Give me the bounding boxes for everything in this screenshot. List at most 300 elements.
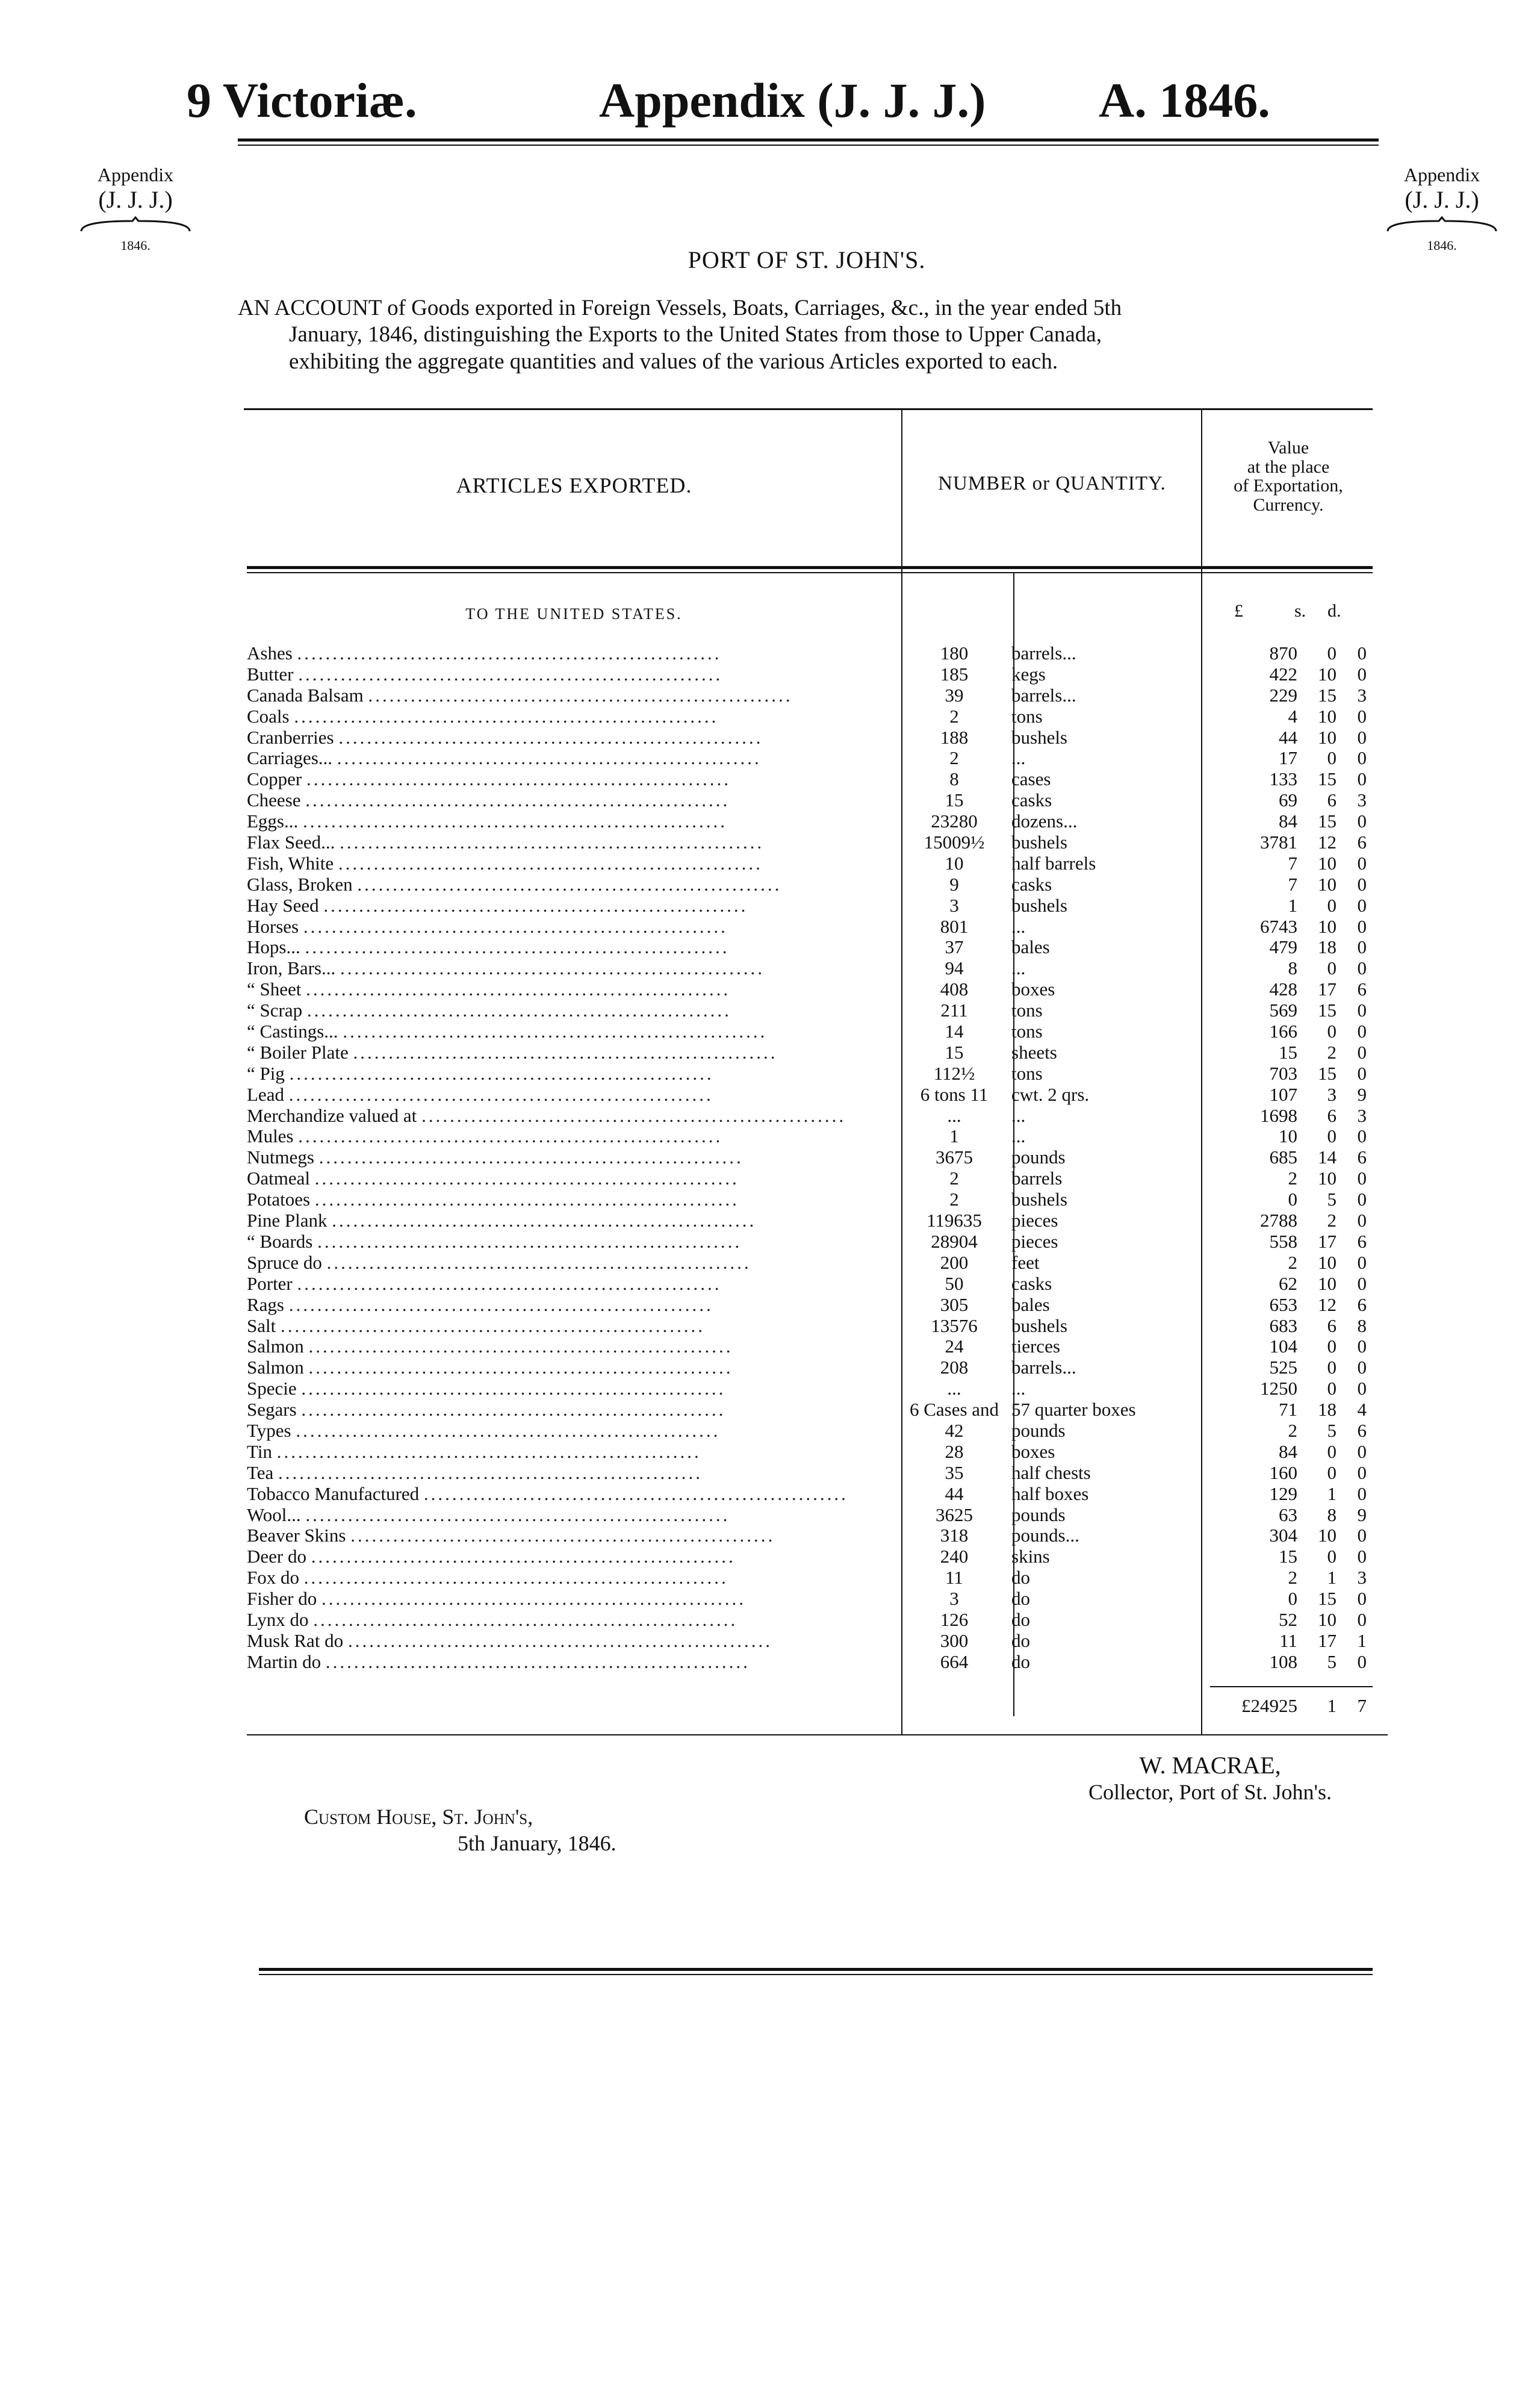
value-shillings: 15	[1318, 1000, 1337, 1021]
value-shillings: 14	[1318, 1147, 1337, 1168]
quantity-unit: barrels...	[1011, 643, 1076, 664]
quantity-unit: ...	[1011, 748, 1026, 769]
article-name: Porter ............................................................	[247, 1273, 722, 1294]
value-pounds: 10	[1279, 1125, 1297, 1147]
value-shillings: 0	[1327, 1357, 1337, 1378]
value-pounds: 4	[1288, 705, 1297, 727]
table-head-rule-thin	[247, 572, 1373, 573]
signature-name: W. MACRAE,	[1139, 1752, 1281, 1779]
value-shillings: 12	[1318, 1293, 1337, 1315]
quantity-unit: half boxes	[1011, 1483, 1089, 1504]
value-pounds: 3781	[1260, 832, 1297, 853]
article-name: Flax Seed... ............................................................	[247, 832, 765, 853]
value-shillings: 18	[1318, 1399, 1337, 1421]
article-name: “ Boiler Plate ............................................................	[247, 1042, 778, 1063]
table-row	[247, 1274, 1373, 1295]
article-name: Rags ............................................................	[247, 1294, 713, 1315]
value-shillings: 17	[1318, 1230, 1337, 1252]
value-shillings: 3	[1327, 1083, 1337, 1105]
article-name: Tobacco Manufactured ............................................................	[247, 1483, 848, 1504]
table-top-rule	[244, 408, 1373, 410]
table-row	[247, 1231, 1373, 1253]
total-row	[1234, 1695, 1373, 1717]
article-name: Merchandize valued at ............................................................	[247, 1105, 846, 1126]
table-row	[247, 895, 1373, 917]
value-pence: 8	[1357, 1315, 1367, 1336]
value-pence: 0	[1357, 1651, 1367, 1672]
article-name: “ Pig ............................................................	[247, 1063, 714, 1084]
quantity-number: 11	[945, 1567, 963, 1589]
quantity-unit: sheets	[1011, 1042, 1057, 1063]
header-rule-thin	[238, 145, 1379, 146]
table-row	[247, 1042, 1373, 1063]
quantity-unit: 57 quarter boxes	[1011, 1399, 1136, 1421]
quantity-number: 801	[940, 915, 969, 937]
value-pence: 0	[1357, 1272, 1367, 1294]
value-pence: 0	[1357, 1041, 1367, 1063]
value-pence: 3	[1357, 1567, 1367, 1589]
value-pence: 3	[1357, 789, 1367, 811]
article-name: Fisher do ............................................................	[247, 1589, 746, 1610]
quantity-unit: pounds...	[1011, 1525, 1079, 1546]
quantity-unit: cwt. 2 qrs.	[1011, 1084, 1090, 1105]
value-shillings: 10	[1318, 1251, 1337, 1273]
table-row	[247, 979, 1373, 1000]
value-shillings: 6	[1327, 1315, 1337, 1336]
value-pence: 6	[1357, 1147, 1367, 1168]
value-pounds: 0	[1288, 1189, 1297, 1210]
value-shillings: 0	[1327, 1461, 1337, 1483]
total-shillings: 1	[1327, 1695, 1337, 1716]
value-pence: 0	[1357, 936, 1367, 958]
value-pence: 9	[1357, 1083, 1367, 1105]
article-name: Nutmegs ............................................................	[247, 1147, 744, 1168]
quantity-number: 39	[945, 684, 964, 706]
article-name: Butter ............................................................	[247, 664, 723, 685]
quantity-number: 42	[945, 1419, 964, 1441]
value-shillings: 15	[1318, 1062, 1337, 1084]
intro-paragraph: AN ACCOUNT of Goods exported in Foreign Vessels, Boats, Carriages, &c., in the year ended 5th January, 1846, distinguishing the Exports to the United States from those to Upper Canada, exhibiting the aggregate quantities and values of the various Articles exported to each.	[238, 296, 1122, 374]
table-row	[247, 811, 1373, 832]
value-shillings: 0	[1327, 1125, 1337, 1147]
quantity-unit: tierces	[1011, 1336, 1060, 1357]
table-row	[247, 727, 1373, 748]
value-pence: 0	[1357, 1546, 1367, 1567]
value-shillings: 15	[1318, 768, 1337, 790]
value-pounds: 685	[1269, 1147, 1297, 1168]
value-pence: 0	[1357, 1461, 1367, 1483]
quantity-number: 112½	[933, 1062, 975, 1084]
value-shillings: 15	[1318, 1588, 1337, 1610]
value-pence: 0	[1357, 768, 1367, 790]
value-pounds: 17	[1279, 747, 1297, 769]
value-shillings: 15	[1318, 684, 1337, 706]
value-shillings: 10	[1318, 1525, 1337, 1546]
quantity-number: 9	[949, 873, 959, 895]
table-row	[247, 1063, 1373, 1085]
article-name: Copper ............................................................	[247, 769, 731, 790]
quantity-number: 240	[940, 1546, 969, 1567]
value-pence: 0	[1357, 747, 1367, 769]
table-bottom-rule	[247, 1734, 1388, 1735]
quantity-number: 15009½	[924, 832, 985, 853]
value-pounds: 569	[1269, 1000, 1297, 1021]
value-shillings: 0	[1327, 1440, 1337, 1462]
quantity-number: 408	[940, 979, 969, 1000]
table-row	[247, 769, 1373, 790]
value-pence: 0	[1357, 1189, 1367, 1210]
quantity-number: 305	[940, 1293, 969, 1315]
quantity-unit: pounds	[1011, 1147, 1066, 1168]
value-pounds: 7	[1288, 873, 1297, 895]
article-name: Martin do ............................................................	[247, 1651, 750, 1672]
article-name: “ Sheet ............................................................	[247, 979, 731, 1000]
article-name: “ Boards ............................................................	[247, 1231, 742, 1252]
header-rule	[238, 138, 1379, 142]
quantity-number: 300	[940, 1629, 969, 1651]
value-pounds: 1698	[1260, 1104, 1297, 1126]
header-center: Appendix (J. J. J.)	[599, 73, 986, 128]
article-name: Types ............................................................	[247, 1420, 721, 1441]
article-name: Tin ............................................................	[247, 1441, 701, 1462]
quantity-unit: tons	[1011, 1063, 1043, 1084]
value-pence: 1	[1357, 1629, 1367, 1651]
value-pounds: 2	[1288, 1168, 1297, 1189]
quantity-number: 664	[940, 1651, 969, 1672]
value-pence: 0	[1357, 1608, 1367, 1630]
value-shillings: 10	[1318, 1608, 1337, 1630]
table-row	[247, 958, 1373, 979]
value-pounds: 71	[1279, 1399, 1297, 1421]
value-pence: 0	[1357, 1021, 1367, 1042]
value-pence: 0	[1357, 811, 1367, 832]
value-pounds: 2788	[1260, 1210, 1297, 1231]
article-name: Coals ............................................................	[247, 706, 719, 727]
article-name: Cheese ............................................................	[247, 790, 730, 811]
value-pounds: 15	[1279, 1041, 1297, 1063]
value-shillings: 17	[1318, 979, 1337, 1000]
value-shillings: 10	[1318, 915, 1337, 937]
quantity-unit: pieces	[1011, 1210, 1058, 1231]
value-pounds: 870	[1269, 643, 1297, 664]
article-name: Eggs... ............................................................	[247, 811, 727, 832]
quantity-unit: ...	[1011, 958, 1026, 979]
quantity-unit: bales	[1011, 937, 1050, 958]
value-pounds: 525	[1269, 1357, 1297, 1378]
article-name: Glass, Broken ............................................................	[247, 874, 782, 895]
value-shillings: 17	[1318, 1629, 1337, 1651]
value-pounds: 683	[1269, 1315, 1297, 1336]
table-row	[247, 832, 1373, 853]
article-name: “ Scrap ............................................................	[247, 1000, 731, 1021]
table-row	[247, 917, 1373, 938]
quantity-unit: boxes	[1011, 1441, 1055, 1462]
port-title: PORT OF ST. JOHN'S.	[688, 246, 926, 273]
quantity-number: ...	[947, 1104, 961, 1126]
value-shillings: 10	[1318, 663, 1337, 685]
value-pounds: 84	[1279, 811, 1297, 832]
value-pence: 3	[1357, 1104, 1367, 1126]
value-shillings: 10	[1318, 705, 1337, 727]
quantity-number: 1	[949, 1125, 959, 1147]
col-head-quantity: NUMBER or QUANTITY.	[938, 473, 1166, 494]
value-pence: 6	[1357, 1419, 1367, 1441]
table-row	[247, 1106, 1373, 1127]
article-name: Musk Rat do ............................................................	[247, 1630, 772, 1651]
value-pounds: 703	[1269, 1062, 1297, 1084]
value-pence: 0	[1357, 705, 1367, 727]
value-pounds: 11	[1279, 1629, 1297, 1651]
header-left: 9 Victoriæ.	[187, 73, 417, 128]
article-name: Fish, White ............................................................	[247, 853, 763, 874]
value-pounds: 166	[1269, 1021, 1297, 1042]
value-shillings: 5	[1327, 1651, 1337, 1672]
table-row	[247, 853, 1373, 874]
quantity-number: 6 tons 11	[920, 1083, 989, 1105]
quantity-unit: skins	[1011, 1546, 1050, 1567]
value-pence: 0	[1357, 663, 1367, 685]
value-pence: 6	[1357, 979, 1367, 1000]
quantity-number: 188	[940, 726, 969, 748]
quantity-number: 28904	[931, 1230, 978, 1252]
quantity-number: 180	[940, 643, 969, 664]
quantity-number: 13576	[931, 1315, 978, 1336]
total-pence: 7	[1357, 1695, 1367, 1716]
quantity-number: 126	[940, 1608, 969, 1630]
table-row	[247, 1253, 1373, 1274]
footer-rule-thin	[259, 1974, 1373, 1975]
quantity-number: 2	[949, 1189, 959, 1210]
quantity-unit: casks	[1011, 1273, 1052, 1294]
value-pounds: 84	[1279, 1440, 1297, 1462]
value-pence: 0	[1357, 957, 1367, 979]
value-pence: 0	[1357, 1525, 1367, 1546]
quantity-unit: pieces	[1011, 1231, 1058, 1252]
export-table	[247, 643, 1373, 1673]
value-shillings: 5	[1327, 1419, 1337, 1441]
value-shillings: 1	[1327, 1567, 1337, 1589]
value-pence: 0	[1357, 1168, 1367, 1189]
quantity-number: 211	[940, 1000, 968, 1021]
quantity-number: 15	[945, 789, 964, 811]
value-shillings: 5	[1327, 1189, 1337, 1210]
table-row	[247, 1589, 1373, 1610]
value-pounds: 229	[1269, 684, 1297, 706]
value-pounds: 2	[1288, 1567, 1297, 1589]
article-name: Beaver Skins ............................................................	[247, 1525, 775, 1546]
quantity-number: 318	[940, 1525, 969, 1546]
value-pounds: 428	[1269, 979, 1297, 1000]
quantity-unit: barrels...	[1011, 1357, 1076, 1378]
table-row	[247, 1484, 1373, 1505]
date-line: 5th January, 1846.	[458, 1831, 616, 1855]
quantity-unit: barrels...	[1011, 685, 1076, 706]
value-pence: 6	[1357, 832, 1367, 853]
value-pounds: 6743	[1260, 915, 1297, 937]
quantity-unit: ...	[1011, 1105, 1026, 1126]
article-name: Horses ............................................................	[247, 916, 728, 937]
value-shillings: 10	[1318, 852, 1337, 874]
quantity-number: 94	[945, 957, 964, 979]
value-pence: 0	[1357, 1483, 1367, 1504]
quantity-number: 3	[949, 894, 959, 916]
value-shillings: 10	[1318, 1272, 1337, 1294]
value-pence: 6	[1357, 1293, 1367, 1315]
brace-icon	[78, 216, 193, 234]
value-pounds: 15	[1279, 1546, 1297, 1567]
table-row	[247, 1126, 1373, 1147]
table-row	[247, 1210, 1373, 1231]
quantity-unit: tons	[1011, 1021, 1043, 1042]
value-shillings: 18	[1318, 936, 1337, 958]
value-shillings: 15	[1318, 811, 1337, 832]
value-pence: 6	[1357, 1230, 1367, 1252]
value-shillings: 8	[1327, 1504, 1337, 1525]
table-row	[247, 1442, 1373, 1463]
value-pence: 0	[1357, 915, 1367, 937]
article-name: Tea ............................................................	[247, 1462, 703, 1483]
table-row	[247, 1357, 1373, 1378]
value-pounds: 129	[1269, 1483, 1297, 1504]
quantity-number: 185	[940, 663, 969, 685]
value-shillings: 10	[1318, 726, 1337, 748]
article-name: Specie ............................................................	[247, 1378, 726, 1399]
value-pounds: 479	[1269, 936, 1297, 958]
value-pence: 0	[1357, 1125, 1367, 1147]
value-pounds: 422	[1269, 663, 1297, 685]
col-head-articles: ARTICLES EXPORTED.	[456, 473, 692, 497]
value-pence: 0	[1357, 1378, 1367, 1399]
value-pence: 0	[1357, 852, 1367, 874]
quantity-unit: casks	[1011, 874, 1052, 895]
value-shillings: 6	[1327, 1104, 1337, 1126]
quantity-number: ...	[947, 1378, 961, 1399]
quantity-number: 50	[945, 1272, 964, 1294]
table-row	[247, 1546, 1373, 1567]
value-shillings: 0	[1327, 1336, 1337, 1357]
footer-rule	[259, 1968, 1373, 1971]
table-row	[247, 1168, 1373, 1189]
quantity-unit: casks	[1011, 790, 1052, 811]
table-row	[247, 748, 1373, 769]
quantity-unit: do	[1011, 1651, 1030, 1672]
value-pence: 9	[1357, 1504, 1367, 1525]
value-shillings: 0	[1327, 894, 1337, 916]
quantity-unit: kegs	[1011, 664, 1046, 685]
quantity-number: 28	[945, 1440, 964, 1462]
value-pounds: 69	[1279, 789, 1297, 811]
quantity-number: 14	[945, 1021, 964, 1042]
quantity-unit: bushels	[1011, 727, 1067, 748]
value-pence: 0	[1357, 1251, 1367, 1273]
value-pence: 0	[1357, 873, 1367, 895]
value-shillings: 2	[1327, 1041, 1337, 1063]
article-name: Lynx do ............................................................	[247, 1609, 738, 1630]
quantity-unit: feet	[1011, 1252, 1040, 1273]
quantity-number: 2	[949, 747, 959, 769]
value-pounds: 7	[1288, 852, 1297, 874]
table-row	[247, 1378, 1373, 1399]
side-note-right: Appendix (J. J. J.) 1846.	[1382, 164, 1502, 253]
quantity-unit: ...	[1011, 1126, 1026, 1147]
value-pounds: 2	[1288, 1251, 1297, 1273]
article-name: Hops... ............................................................	[247, 937, 730, 958]
side-note-left: Appendix (J. J. J.) 1846.	[75, 164, 196, 253]
article-name: Mules ............................................................	[247, 1126, 723, 1147]
section-label: TO THE UNITED STATES.	[465, 605, 683, 623]
value-shillings: 0	[1327, 957, 1337, 979]
article-name: Salt ............................................................	[247, 1315, 705, 1336]
quantity-number: 2	[949, 1168, 959, 1189]
value-pounds: 133	[1269, 768, 1297, 790]
quantity-unit: bushels	[1011, 1189, 1067, 1210]
quantity-unit: bushels	[1011, 1315, 1067, 1336]
article-name: Potatoes ............................................................	[247, 1189, 739, 1210]
value-pence: 4	[1357, 1399, 1367, 1421]
quantity-number: 37	[945, 936, 964, 958]
table-row	[247, 1336, 1373, 1357]
quantity-unit: ...	[1011, 916, 1026, 937]
value-pounds: 2	[1288, 1419, 1297, 1441]
value-shillings: 0	[1327, 1378, 1337, 1399]
quantity-unit: half chests	[1011, 1462, 1091, 1483]
article-name: Ashes ............................................................	[247, 643, 722, 664]
total-rule	[1210, 1686, 1373, 1687]
value-pence: 0	[1357, 894, 1367, 916]
value-pence: 0	[1357, 1210, 1367, 1231]
value-shillings: 0	[1327, 643, 1337, 664]
quantity-number: 119635	[927, 1210, 982, 1231]
table-row	[247, 1000, 1373, 1021]
value-pounds: 107	[1269, 1083, 1297, 1105]
article-name: Spruce do ............................................................	[247, 1252, 751, 1273]
quantity-number: 15	[945, 1041, 964, 1063]
value-pounds: 653	[1269, 1293, 1297, 1315]
value-pounds: 44	[1279, 726, 1297, 748]
value-shillings: 0	[1327, 1546, 1337, 1567]
quantity-unit: do	[1011, 1630, 1030, 1651]
article-name: Canada Balsam ............................................................	[247, 685, 793, 706]
value-pounds: 1250	[1260, 1378, 1297, 1399]
table-row	[247, 1505, 1373, 1526]
value-pence: 3	[1357, 684, 1367, 706]
table-row	[247, 1463, 1373, 1484]
value-pence: 0	[1357, 726, 1367, 748]
value-shillings: 12	[1318, 832, 1337, 853]
quantity-number: 3675	[936, 1147, 973, 1168]
header-right: A. 1846.	[1099, 73, 1270, 128]
signature-title: Collector, Port of St. John's.	[1088, 1780, 1332, 1804]
value-shillings: 0	[1327, 1021, 1337, 1042]
table-row	[247, 1631, 1373, 1652]
quantity-unit: barrels	[1011, 1168, 1063, 1189]
table-row	[247, 1316, 1373, 1337]
table-row	[247, 874, 1373, 895]
table-row	[247, 643, 1373, 664]
value-pounds: 0	[1288, 1588, 1297, 1610]
article-name: Wool... ............................................................	[247, 1504, 730, 1525]
article-name: Iron, Bars... ............................................................	[247, 958, 765, 979]
quantity-unit: half barrels	[1011, 853, 1096, 874]
quantity-number: 23280	[931, 811, 978, 832]
total-pounds: £24925	[1241, 1695, 1297, 1716]
table-head-rule	[247, 566, 1373, 569]
quantity-number: 6 Cases and	[909, 1399, 999, 1421]
article-name: Fox do ............................................................	[247, 1567, 728, 1589]
quantity-unit: ...	[1011, 1378, 1026, 1399]
value-pence: 0	[1357, 1336, 1367, 1357]
quantity-unit: bushels	[1011, 895, 1067, 916]
